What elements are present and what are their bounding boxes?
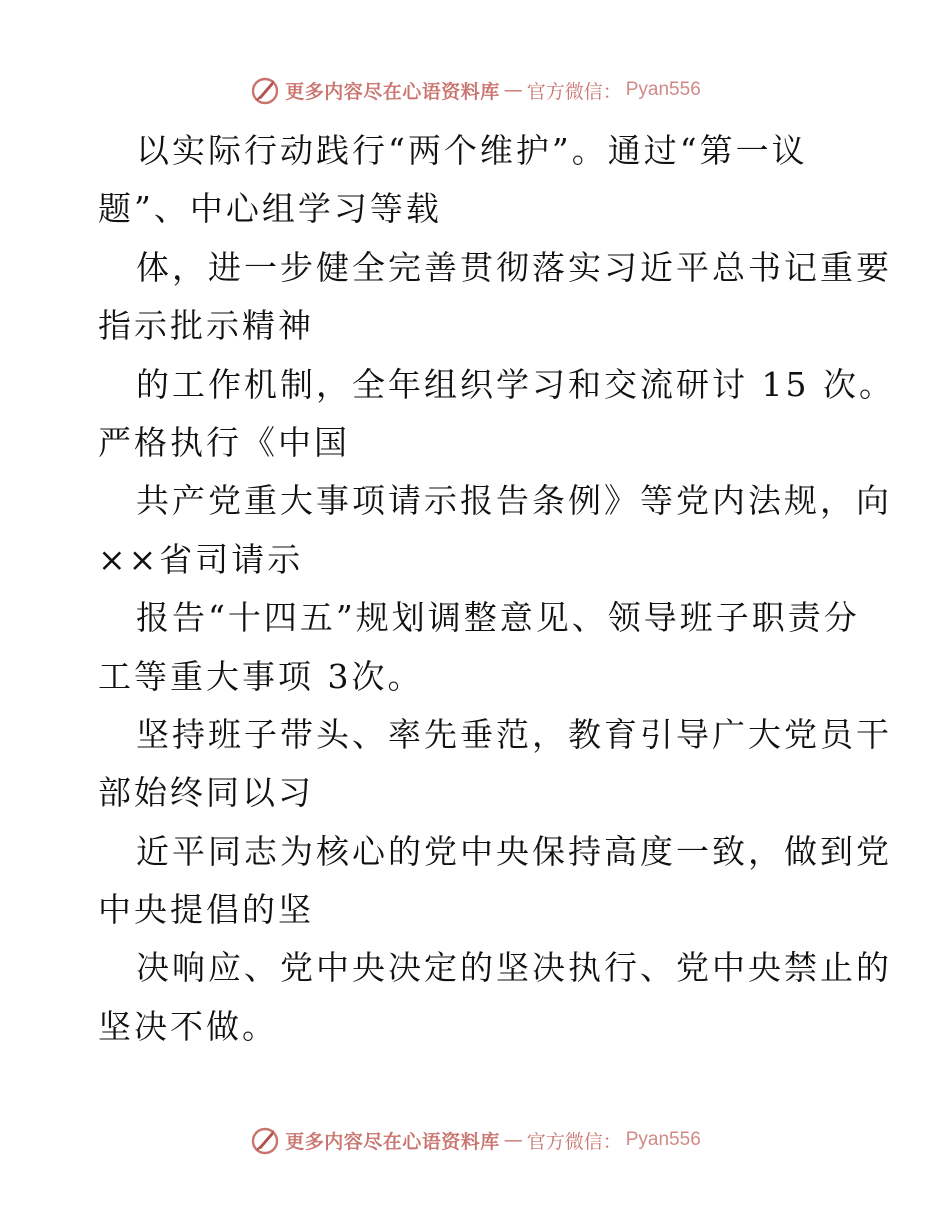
banner-inner	[249, 1124, 701, 1156]
text-line: 报告“十四五”规划调整意见、领导班子职责分	[136, 598, 860, 638]
banner-dash: —	[503, 1129, 523, 1151]
banner-wechat-label: 官方微信：	[526, 1130, 622, 1153]
document-body	[98, 122, 895, 1056]
text-line: 的工作机制，全年组织学习和交流研讨 15 次。	[136, 364, 895, 404]
text-line: ××省司请示	[98, 539, 304, 579]
text-line: 工等重大事项 3次。	[98, 656, 424, 696]
banner-wechat-id: Pyan556	[625, 79, 701, 100]
text-line: 部始终同以习	[98, 773, 314, 813]
text-line: 题”、中心组学习等载	[98, 189, 442, 229]
text-line: 严格执行《中国	[98, 422, 350, 462]
banner-dash: —	[503, 79, 523, 101]
text-line: 坚持班子带头、率先垂范，教育引导广大党员干	[136, 714, 892, 754]
quill-pen-logo-icon	[249, 74, 281, 106]
text-line: 中央提倡的坚	[98, 890, 314, 930]
banner-inner	[249, 74, 701, 106]
header-watermark-banner	[0, 70, 950, 110]
text-line: 决响应、党中央决定的坚决执行、党中央禁止的	[136, 948, 892, 988]
banner-main-text: 更多内容尽在心语资料库	[285, 80, 500, 103]
banner-wechat-label: 官方微信：	[526, 80, 622, 103]
banner-wechat-id: Pyan556	[625, 1129, 701, 1150]
text-line: 指示批示精神	[98, 306, 314, 346]
banner-main-text: 更多内容尽在心语资料库	[285, 1130, 500, 1153]
quill-pen-logo-icon	[249, 1124, 281, 1156]
footer-watermark-banner	[0, 1120, 950, 1160]
text-line: 以实际行动践行“两个维护”。通过“第一议	[136, 131, 808, 170]
text-line: 体，进一步健全完善贯彻落实习近平总书记重要	[136, 247, 892, 287]
text-line: 近平同志为核心的党中央保持高度一致，做到党	[136, 831, 892, 871]
text-line: 坚决不做。	[98, 1006, 278, 1046]
text-line: 共产党重大事项请示报告条例》等党内法规，向	[136, 481, 892, 521]
